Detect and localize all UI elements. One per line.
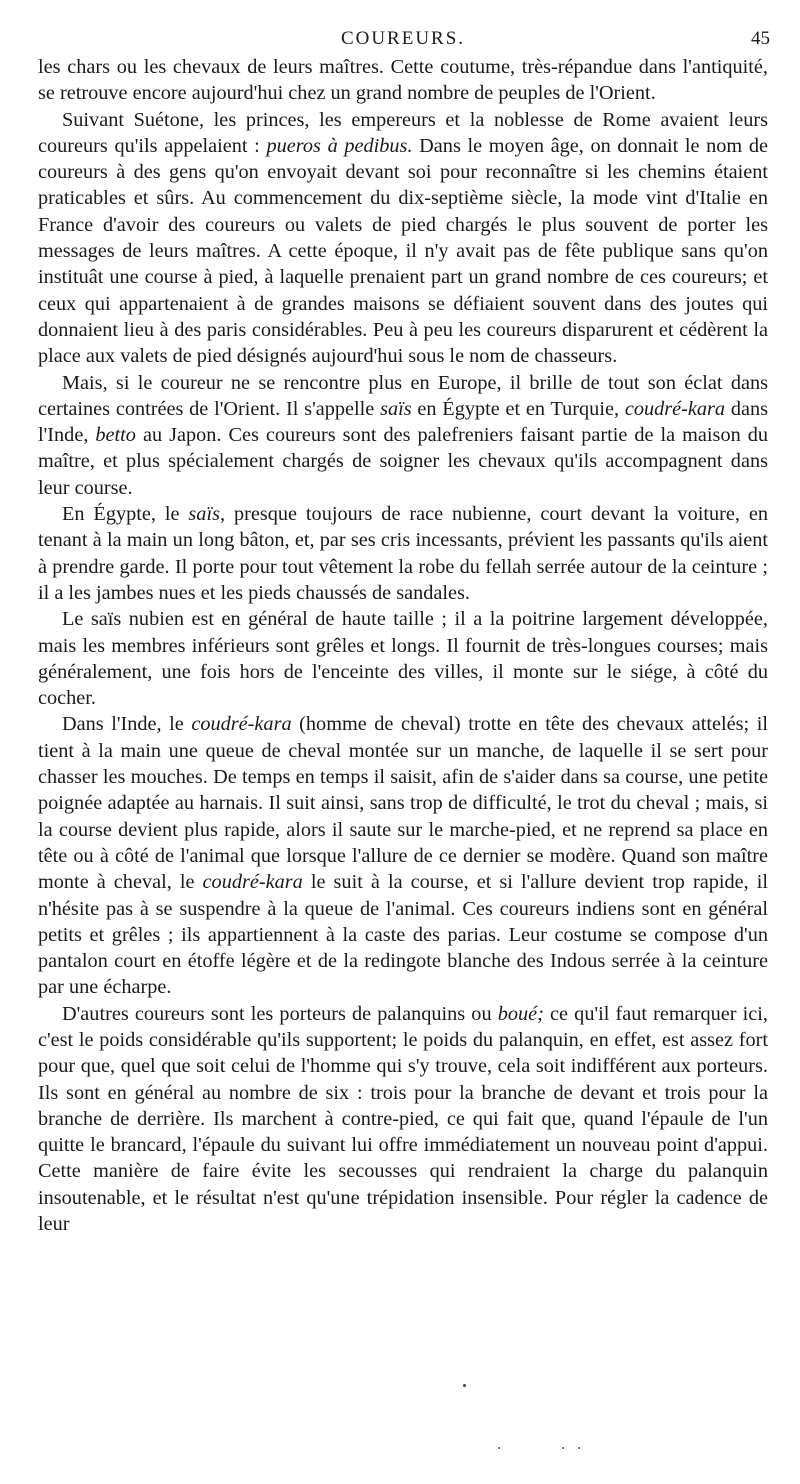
running-title: COUREURS. [340, 28, 466, 49]
page-body [38, 54, 768, 1237]
italic-term: coudré-kara [624, 397, 726, 420]
print-speck [463, 1384, 466, 1387]
text-run: les chars ou les chevaux de leurs maîtres. Cette coutume, très-répandue dans l'antiquité, se retrouve encore aujourd'hui chez un grand nombre de peuples de l'Orient. [38, 56, 768, 105]
print-speck [578, 1447, 580, 1449]
paragraph [38, 107, 768, 370]
italic-term: saïs [380, 397, 412, 420]
italic-term: coudré-kara [202, 871, 303, 894]
print-speck [562, 1447, 564, 1449]
italic-term: pueros à pedibus. [266, 134, 413, 157]
paragraph [38, 370, 768, 501]
page-header [38, 20, 768, 54]
text-run: , presque toujours de race nubienne, court devant la voiture, en tenant à la main un long bâton, et, par ses cris incessants, prévient les passants qu'ils aient à prendre garde. Il porte pour tout vêtement la robe du fellah serrée autour de la ceinture ; il a les jambes nues et les pieds chaussés de sandales. [38, 503, 768, 604]
text-run: dans l'Inde, [38, 397, 769, 447]
text-run: le suit à la course, et si l'allure devient trop rapide, il n'hésite pas à se suspendre à la queue de l'animal. Ces coureurs indiens sont en général petits et grêles ; ils appartiennent à la caste des parias. Leur costume se compose d'un pantalon court en étoffe légère et de la redingote blanche des Indous serrée à la ceinture par une écharpe. [38, 871, 769, 999]
text-run: Suivant Suétone, les princes, les empereurs et la noblesse de Rome avaient leurs coureurs qu'ils appelaient : [38, 108, 768, 157]
text-run: Dans l'Inde, le [62, 713, 192, 736]
text-run: ce qu'il faut remarquer ici, c'est le poids considérable qu'ils supportent; le poids du palanquin, en effet, est assez fort pour que, quel que soit celui de l'homme qui s'y trouve, cela soit indifférent aux porteurs. Ils sont en général au nombre de six : trois pour la branche de devant et trois pour la branche de derrière. Ils marchent à contre-pied, ce qui fait que, quand l'épaule de l'un quitte le brancard, l'épaule du suivant lui offre immédiatement un nouveau point d'appui. Cette manière de faire évite les secousses qui rendraient la charge du palanquin insoutenable, et le résultat n'est qu'une trépidation insensible. Pour régler la cadence de leur [38, 1002, 768, 1236]
paragraph [38, 54, 768, 107]
paragraph [38, 711, 768, 1000]
text-run: Le saïs nubien est en général de haute taille ; il a la poitrine largement développée, mais les membres inférieurs sont grêles et longs. Il fournit de très-longues courses; mais généralement, une fois hors de l'enceinte des villes, il monte sur le siége, à côté du cocher. [38, 608, 768, 710]
text-run: au Japon. Ces coureurs sont des palefreniers faisant partie de la maison du maître, et plus spécialement chargés de soigner les chevaux qu'ils accompagnent dans leur course. [38, 424, 768, 499]
book-page [38, 20, 768, 1237]
paragraph [38, 606, 768, 711]
text-run: D'autres coureurs sont les porteurs de palanquins ou [62, 1002, 498, 1025]
text-run: (homme de cheval) trotte en tête des chevaux attelés; il tient à la main une queue de cheval montée sur un manche, de laquelle il se sert pour chasser les mouches. De temps en temps il saisit, afin de s'aider dans sa course, une petite poignée adaptée au harnais. Il suit ainsi, sans trop de difficulté, le trot du cheval ; mais, si la course devient plus rapide, alors il saute sur le marche-pied, et ne reprend sa place en tête ou à côté de l'animal que lorsque l'allure de ce dernier se modère. Quand son maître monte à cheval, le [38, 713, 768, 894]
text-run: Dans le moyen âge, on donnait le nom de coureurs à des gens qu'on envoyait devant soi pour reconnaître si les chemins étaient praticables et sûrs. Au commencement du dix-septième siècle, la mode vint d'Italie en France d'avoir des coureurs ou valets de pied chargés le plus souvent de porter les messages de leurs maîtres. A cette époque, il n'y avait pas de fête publique sans qu'on instituât une course à pied, à laquelle prenaient part un grand nombre de ces coureurs; et ceux qui appartenaient à de grandes maisons se défiaient souvent dans des joutes qui donnaient lieu à des paris considérables. Peu à peu les coureurs disparurent et cédèrent la place aux valets de pied désignés aujourd'hui sous le nom de chasseurs. [38, 134, 768, 368]
text-run: En Égypte, le [62, 503, 189, 526]
paragraph [38, 1001, 768, 1238]
italic-term: saïs [188, 503, 220, 526]
paragraph [38, 501, 768, 606]
text-run: en Égypte et en Turquie, [411, 397, 625, 420]
italic-term: betto [95, 424, 136, 447]
print-speck [498, 1447, 500, 1449]
page-number: 45 [751, 28, 770, 49]
italic-term: coudré-kara [191, 713, 292, 736]
italic-term: boué; [497, 1002, 544, 1025]
text-run: Mais, si le coureur ne se rencontre plus en Europe, il brille de tout son éclat dans certaines contrées de l'Orient. Il s'appelle [38, 371, 768, 420]
